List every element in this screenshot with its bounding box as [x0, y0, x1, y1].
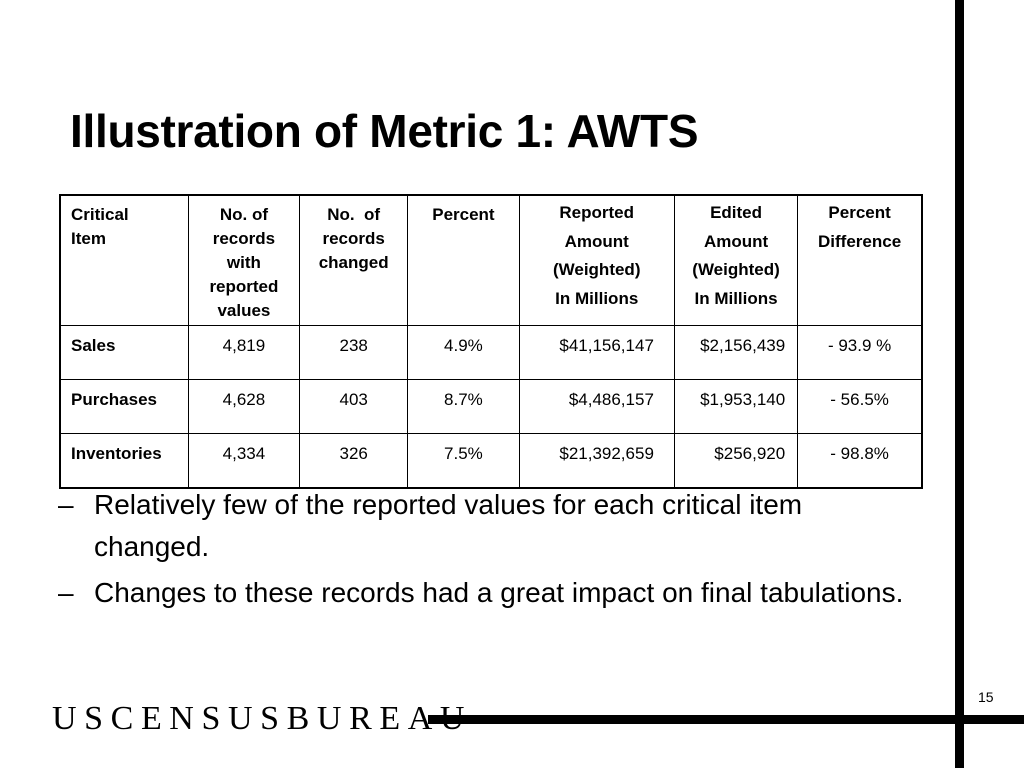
- dash-marker: –: [58, 489, 74, 520]
- table-cell: 8.7%: [408, 380, 519, 434]
- row-label: Inventories: [60, 434, 188, 489]
- header-line: (Weighted): [692, 260, 780, 279]
- table-cell: $256,920: [674, 434, 797, 489]
- table-cell: 238: [300, 326, 408, 380]
- table-cell: 7.5%: [408, 434, 519, 489]
- slide-title: Illustration of Metric 1: AWTS: [70, 105, 699, 157]
- header-line: No. of: [327, 205, 381, 224]
- footer-divider-bar: [428, 715, 1024, 724]
- page-number: 15: [978, 689, 994, 705]
- header-line: Edited: [710, 203, 763, 222]
- table-cell: 4,628: [188, 380, 299, 434]
- header-percent: [408, 195, 519, 326]
- header-line: No. of: [219, 205, 268, 224]
- table-cell: 403: [300, 380, 408, 434]
- header-line: Item: [71, 229, 106, 248]
- header-line: Critical: [71, 205, 129, 224]
- header-line: Percent: [432, 205, 495, 224]
- header-percent-difference: [798, 195, 922, 326]
- vertical-divider-bar: [955, 0, 964, 768]
- header-line: records: [322, 229, 385, 248]
- header-line: Reported: [559, 203, 635, 222]
- header-records-with-reported-values: [188, 195, 299, 326]
- header-line: reported: [209, 277, 279, 296]
- table-header-row: [60, 195, 922, 326]
- table-row: [60, 326, 922, 380]
- table-cell: 4,819: [188, 326, 299, 380]
- table-cell: 326: [300, 434, 408, 489]
- table-cell: $21,392,659: [519, 434, 674, 489]
- header-line: with: [226, 253, 261, 272]
- row-label: Sales: [60, 326, 188, 380]
- table-cell: - 98.8%: [798, 434, 922, 489]
- bullet-text: Relatively few of the reported values for each critical item changed.: [94, 489, 803, 562]
- table-row: [60, 434, 922, 489]
- table-cell: - 56.5%: [798, 380, 922, 434]
- bullet-list: [58, 484, 918, 618]
- table-cell: 4.9%: [408, 326, 519, 380]
- header-line: (Weighted): [552, 260, 641, 279]
- table-cell: $2,156,439: [674, 326, 797, 380]
- header-line: records: [212, 229, 276, 248]
- bullet-text: Changes to these records had a great impact on final tabulations.: [94, 577, 904, 608]
- metric-table: [59, 194, 923, 489]
- table-row: [60, 380, 922, 434]
- table-cell: $41,156,147: [519, 326, 674, 380]
- header-line: In Millions: [555, 288, 639, 308]
- header-line: Percent: [828, 203, 891, 222]
- header-line: changed: [318, 253, 389, 272]
- header-line: In Millions: [694, 288, 778, 308]
- header-line: Amount: [564, 231, 629, 251]
- row-label: Purchases: [60, 380, 188, 434]
- header-line: Amount: [703, 231, 769, 251]
- table-cell: - 93.9 %: [798, 326, 922, 380]
- header-line: Difference: [818, 231, 902, 251]
- table-cell: $1,953,140: [674, 380, 797, 434]
- header-reported-amount: [519, 195, 674, 326]
- table-cell: $4,486,157: [519, 380, 674, 434]
- header-edited-amount: [674, 195, 797, 326]
- header-records-changed: [300, 195, 408, 326]
- header-critical-item: [60, 195, 188, 326]
- census-bureau-logo: USCENSUSBUREAU: [52, 700, 473, 737]
- bullet-item: [58, 484, 918, 568]
- table-cell: 4,334: [188, 434, 299, 489]
- dash-marker: –: [58, 577, 74, 608]
- header-line: values: [217, 301, 271, 320]
- bullet-item: [58, 572, 918, 614]
